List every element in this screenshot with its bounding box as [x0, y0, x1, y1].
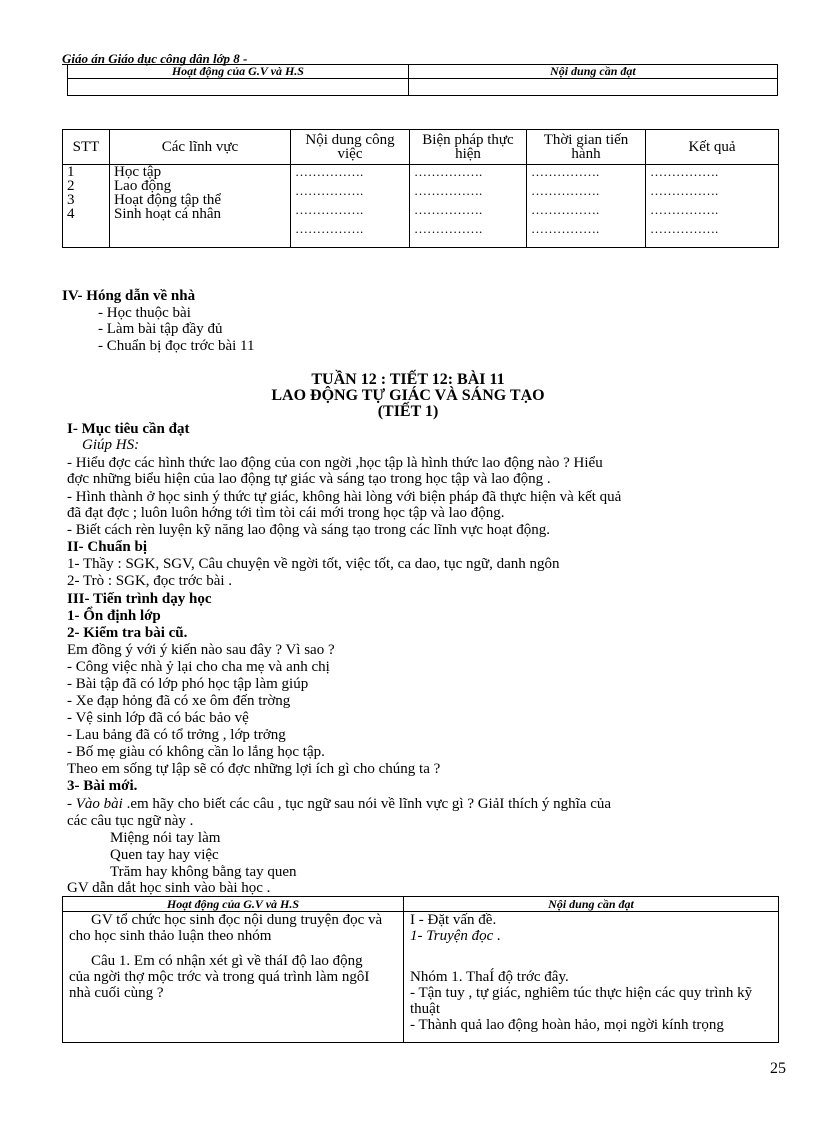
- check-line: Theo em sống tự lập sẽ có đợc những lợi ích gì cho chúng ta ?: [67, 761, 441, 777]
- dots: …………….: [295, 202, 364, 217]
- activity-right-line: Nhóm 1. ThaÍ độ trớc đây.: [410, 969, 569, 985]
- stt-3: 3: [67, 192, 75, 208]
- dots: …………….: [650, 221, 719, 236]
- page-number: 25: [770, 1060, 786, 1077]
- field-group-activity: Hoạt động tập thể: [114, 192, 222, 208]
- prep-line: 2- Trò : SGK, đọc trớc bài .: [67, 573, 233, 589]
- step-title: 2- Kiểm tra bài cũ.: [67, 625, 188, 641]
- homework-title: IV- Hóng dẫn về nhà: [62, 288, 196, 304]
- intro-line: [67, 796, 611, 812]
- dots: …………….: [414, 164, 483, 179]
- dots: …………….: [295, 183, 364, 198]
- dots: …………….: [650, 202, 719, 217]
- check-line: Em đồng ý với ý kiến nào sau đây ? Vì sao ?: [67, 642, 335, 658]
- check-line: - Bố mẹ giàu có không cần lo lắng học tập.: [67, 744, 325, 760]
- check-line: - Bài tập đã có lớp phó học tập làm giúp: [67, 676, 309, 692]
- homework-item: - Học thuộc bài: [98, 305, 191, 321]
- header-blank-cell: [68, 79, 409, 96]
- field-study: Học tập: [114, 164, 162, 180]
- activity-left-p2: Câu 1. Em có nhận xét gì về tháI độ lao động của ngời thợ mộc trớc và trong quá trình làm ngôI nhà cuối cùng ?: [69, 953, 370, 1001]
- check-line: - Vệ sinh lớp đã có bác bảo vệ: [67, 710, 249, 726]
- lesson-title: LAO ĐỘNG TỰ GIÁC VÀ SÁNG TẠO: [271, 387, 545, 404]
- proverb: Trăm hay không bằng tay quen: [110, 864, 297, 880]
- header-col-left: Hoạt động của G.V và H.S: [68, 65, 409, 79]
- step-title: 3- Bài mới.: [67, 778, 138, 794]
- activity-right-cell: [404, 912, 779, 1043]
- section-title: I- Mục tiêu cần đạt: [67, 421, 190, 437]
- col-time: Thời gian tiến hành: [527, 130, 646, 165]
- intro-lead: - Vào bài: [67, 796, 123, 812]
- field-personal: Sinh hoạt cá nhân: [114, 206, 222, 222]
- lesson-week: TUẦN 12 : TIẾT 12: BÀI 11: [311, 371, 505, 388]
- dots: …………….: [531, 221, 600, 236]
- activity-right-sub: 1- Truyện đọc .: [410, 928, 501, 944]
- dots: …………….: [295, 221, 364, 236]
- measure-dots: [410, 165, 527, 248]
- dots: …………….: [531, 183, 600, 198]
- field-labor: Lao động: [114, 178, 172, 194]
- activity-left-cell: [63, 912, 404, 1043]
- step-title: 1- Ổn định lớp: [67, 608, 161, 624]
- section-title: III- Tiến trình dạy học: [67, 591, 212, 607]
- header-col-right: Nội dung cần đạt: [408, 65, 777, 79]
- objective-line: - Hình thành ở học sinh ý thức tự giác, không hài lòng với biện pháp đã thực hiện và kết quả: [67, 489, 622, 505]
- activity-head-right: Nội dung cần đạt: [404, 897, 779, 912]
- activity-right-line: - Tận tuy , tự giác, nghiêm túc thực hiện các quy trình kỹ thuật: [410, 985, 753, 1017]
- col-measure: Biện pháp thực hiện: [410, 130, 527, 165]
- stt-cell: [63, 165, 110, 248]
- col-stt: STT: [63, 130, 110, 165]
- prep-line: 1- Thầy : SGK, SGV, Câu chuyện về ngời tốt, việc tốt, ca dao, tục ngữ, danh ngôn: [67, 556, 560, 572]
- activity-left-p1: GV tổ chức học sinh đọc nội dung truyện đọc và cho học sinh thảo luận theo nhóm: [69, 912, 383, 944]
- stt-1: 1: [67, 164, 75, 180]
- dots: …………….: [414, 202, 483, 217]
- objective-line: - Biết cách rèn luyện kỹ năng lao động và sáng tạo trong các lĩnh vực hoạt động.: [67, 522, 550, 538]
- proverb: Miệng nói tay làm: [110, 830, 221, 846]
- header-blank-cell: [408, 79, 777, 96]
- intro-line: các câu tục ngữ này .: [67, 813, 194, 829]
- result-dots: [646, 165, 779, 248]
- dots: …………….: [414, 221, 483, 236]
- dots: …………….: [531, 164, 600, 179]
- activity-right-line: - Thành quả lao động hoàn hảo, mọi ngời kính trọng: [410, 1017, 724, 1033]
- check-line: - Công việc nhà ỷ lại cho cha mẹ và anh chị: [67, 659, 330, 675]
- check-line: - Xe đạp hỏng đã có xe ôm đến trờng: [67, 693, 291, 709]
- activity-table: [62, 896, 779, 1043]
- section-sub: Giúp HS:: [82, 437, 140, 453]
- dots: …………….: [295, 164, 364, 179]
- time-dots: [527, 165, 646, 248]
- section-title: II- Chuẩn bị: [67, 539, 148, 555]
- activity-head-left: Hoạt động của G.V và H.S: [63, 897, 404, 912]
- document-title: Giáo án Giáo dục công dân lớp 8 -: [62, 51, 248, 66]
- header-table: [67, 64, 778, 96]
- objective-line: - Hiểu đợc các hình thức lao động của con ngời ,học tập là hình thức lao động nào ? Hiểu: [67, 455, 603, 471]
- stt-2: 2: [67, 178, 75, 194]
- intro-rest: .em hãy cho biết các câu , tục ngữ sau nói về lĩnh vực gì ? GiảI thích ý nghĩa của: [122, 796, 612, 812]
- dots: …………….: [414, 183, 483, 198]
- stt-4: 4: [67, 206, 75, 222]
- check-line: - Lau bảng đã có tổ trởng , lớp trởng: [67, 727, 286, 743]
- col-field: Các lĩnh vực: [110, 130, 291, 165]
- col-result: Kết quả: [646, 130, 779, 165]
- lead-in-line: GV dẫn dắt học sinh vào bài học .: [67, 880, 271, 896]
- activity-right-heading: I - Đặt vấn đề.: [410, 912, 497, 928]
- col-content: Nội dung công việc: [291, 130, 410, 165]
- proverb: Quen tay hay việc: [110, 847, 219, 863]
- plan-table: [62, 129, 779, 248]
- homework-item: - Chuẩn bị đọc trớc bài 11: [98, 338, 255, 354]
- objective-line: đã đạt đợc ; luôn luôn hớng tới tìm tòi cái mới trong học tập và lao động.: [67, 505, 505, 521]
- homework-item: - Làm bài tập đầy đủ: [98, 321, 223, 337]
- dots: …………….: [650, 183, 719, 198]
- dots: …………….: [650, 164, 719, 179]
- objective-line: đợc những biểu hiện của lao động tự giác và sáng tạo trong học tập và lao động .: [67, 471, 551, 487]
- content-dots: [291, 165, 410, 248]
- lesson-part: (TIẾT 1): [377, 403, 439, 420]
- dots: …………….: [531, 202, 600, 217]
- field-cell: [110, 165, 291, 248]
